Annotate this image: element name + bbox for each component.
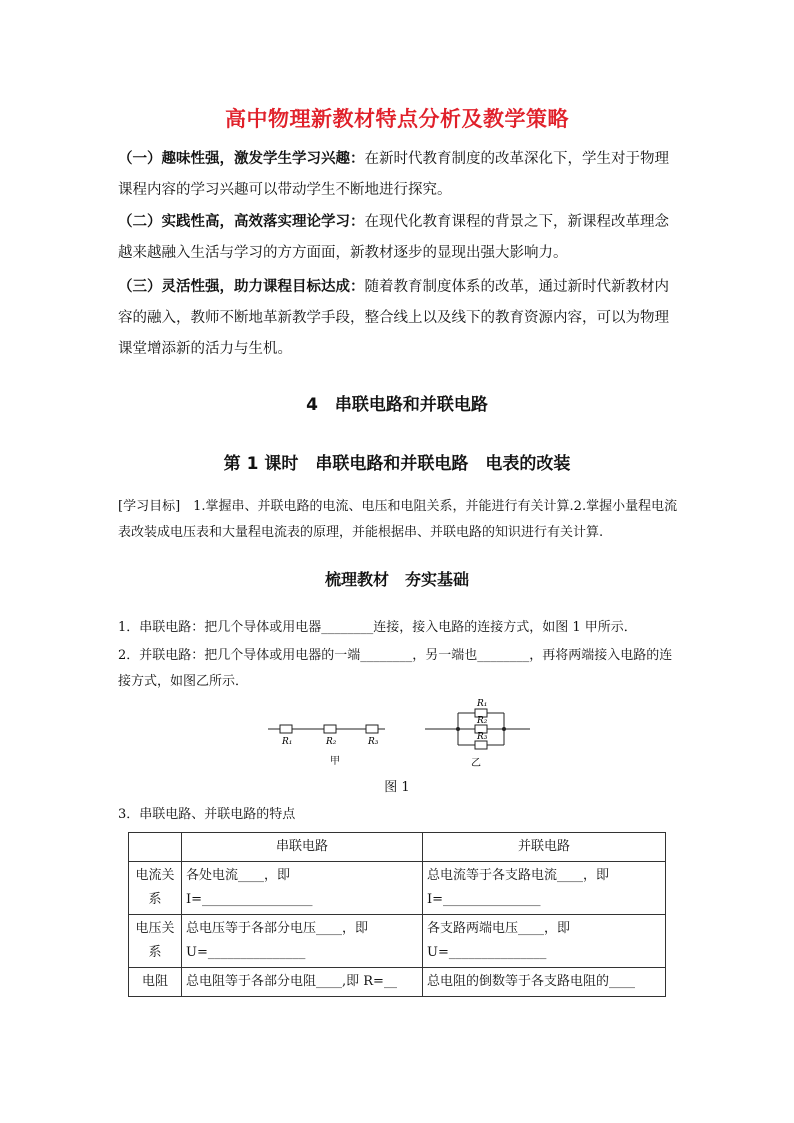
junction-right: [502, 727, 506, 731]
intro-1-text: 在新时代教育制度的改革深化下，学生对于物理课程内容的学习兴趣可以带动学生不断地进行探究。: [118, 151, 669, 198]
series-circuit: [268, 725, 385, 733]
circuit-characteristics-table: [128, 832, 666, 997]
cell-series-voltage: 总电压等于各部分电压____，即 U=_______________: [182, 915, 423, 968]
intro-3-heading: （三）灵活性强，助力课程目标达成：: [118, 278, 365, 295]
subheading: 梳理教材 夯实基础: [324, 570, 469, 589]
intro-paragraph-1: [118, 143, 683, 206]
parallel-label-r3: R₃: [477, 732, 488, 742]
cell-parallel-current: 总电流等于各支路电流____，即 I=_______________: [423, 862, 666, 915]
learning-objectives: [学习目标] 1.掌握串、并联电路的电流、电压和电阻关系，并能进行有关计算.2.掌握小量程电流表改装成电压表和大量程电流表的原理，并能根据串、并联电路的知识进行有关计算.: [118, 499, 678, 540]
parallel-label-r1: R₁: [477, 699, 488, 709]
label-yi: 乙: [471, 758, 481, 769]
cell-series-resistance: 总电阻等于各部分电阻____,即 R=__: [182, 968, 423, 997]
label-jia: 甲: [330, 756, 340, 767]
series-label-r3: R₃: [368, 737, 379, 747]
circuit-diagram: [260, 692, 540, 772]
table-row: [129, 862, 666, 915]
item-1: 1．串联电路：把几个导体或用电器________连接，接入电路的连接方式，如图 1 甲所示．: [118, 620, 637, 635]
intro-1-heading: （一）趣味性强，激发学生学习兴趣：: [118, 150, 365, 167]
table-header-row: [129, 833, 666, 862]
circuit-figure: [260, 692, 540, 776]
cell-parallel-voltage: 各支路两端电压____，即 U=_______________: [423, 915, 666, 968]
parallel-circuit: [425, 709, 530, 749]
row-label-resistance: 电阻: [129, 968, 182, 997]
row-label-current: 电流关系: [129, 862, 182, 915]
row-label-voltage: 电压关系: [129, 915, 182, 968]
document-title: 高中物理新教材特点分析及教学策略: [225, 107, 569, 131]
item-2: 2．并联电路：把几个导体或用电器的一端________，另一端也________，再将两端接入电路的连接方式，如图乙所示．: [118, 648, 673, 689]
table-row: [129, 968, 666, 997]
intro-2-heading: （二）实践性高，高效落实理论学习：: [118, 213, 365, 230]
intro-2-text: 在现代化教育课程的背景之下，新课程改革理念越来越融入生活与学习的方方面面，新教材逐步的显现出强大影响力。: [118, 214, 669, 261]
cell-series-current: 各处电流____，即 I=_________________: [182, 862, 423, 915]
table-row: [129, 915, 666, 968]
lesson-title: 第 1 课时 串联电路和并联电路 电表的改装: [223, 454, 571, 474]
series-label-r1: R₁: [282, 737, 293, 747]
junction-left: [456, 727, 460, 731]
intro-paragraph-2: [118, 206, 683, 269]
series-label-r2: R₂: [326, 737, 337, 747]
figure-caption: 图 1: [384, 780, 410, 795]
cell-parallel-resistance: 总电阻的倒数等于各支路电阻的____: [423, 968, 666, 997]
table-header-series: 串联电路: [182, 833, 423, 862]
table-header-parallel: 并联电路: [423, 833, 666, 862]
section-title: 4 串联电路和并联电路: [306, 395, 488, 415]
item-3: 3．串联电路、并联电路的特点: [118, 807, 296, 822]
intro-paragraph-3: [118, 271, 683, 365]
table-header-empty: [129, 833, 182, 862]
intro-3-text: 随着教育制度体系的改革，通过新时代新教材内容的融入，教师不断地革新教学手段，整合线上以及线下的教育资源内容，可以为物理课堂增添新的活力与生机。: [118, 279, 669, 357]
parallel-label-r2: R₂: [477, 716, 488, 726]
